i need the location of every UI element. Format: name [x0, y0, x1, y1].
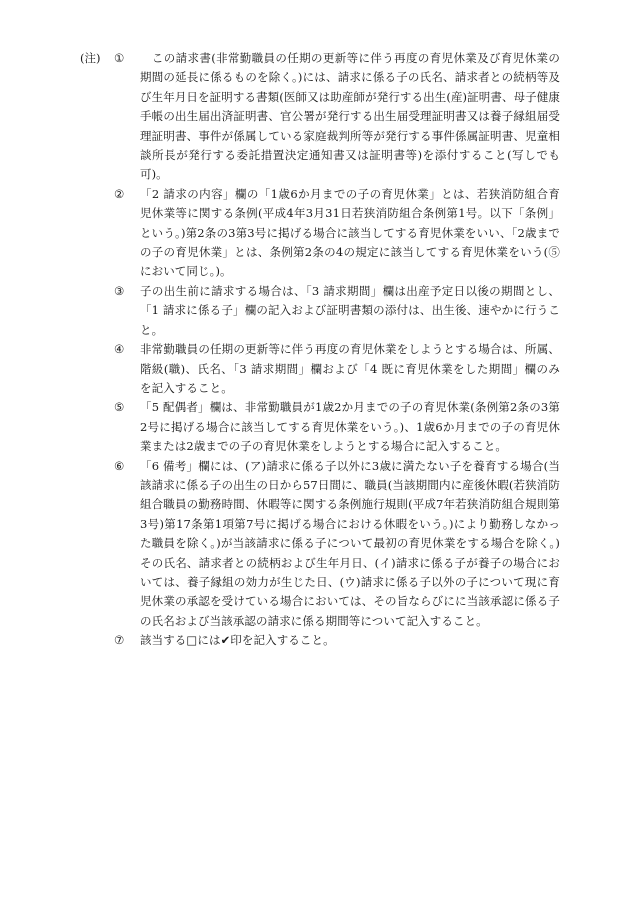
- note-item-2: [80, 185, 560, 282]
- note-text: 非常勤職員の任期の更新等に伴う再度の育児休業をしようとする場合は、所属、階級(職)、氏名、「3 請求期間」欄および「4 既に育児休業をした期間」欄のみを記入すること。: [140, 342, 560, 395]
- note-text: 「6 備考」欄には、(ア)請求に係る子以外に3歳に満たない子を養育する場合(当該請求に係る子の出生の日から57日間に、職員(当該期間内に産後休暇(若狭消防組合職員の勤務時間、休暇等に関する条例施行規則(平成7年若狭消防組合規則第3号)第17条第1項第7号に掲げる場合における休暇をいう。)により勤務しなかった職員を除く。)が当該請求に係る子について最初の育児休業をする場合を除く。)その氏名、請求者との続柄および生年月日、(イ)請求に係る子が養子の場合においては、養子縁組の効力が生じた日、(ウ)請求に係る子以外の子について現に育児休業の承認を受けている場合においては、その旨ならびにに当該承認に係る子の氏名および当該承認の請求に係る期間等について記入すること。: [140, 458, 560, 628]
- note-item-4: [80, 340, 560, 398]
- note-number: ②: [114, 186, 125, 201]
- note-number: ③: [114, 283, 125, 298]
- note-number: ⑤: [114, 400, 125, 415]
- notes-section: [80, 49, 560, 651]
- notes-list: [80, 49, 560, 651]
- note-text: 「2 請求の内容」欄の「1歳6か月までの子の育児休業」とは、若狭消防組合育児休業等に関する条例(平成4年3月31日若狭消防組合条例第1号。以下「条例」という。)第2条の3第3号に掲げる場合に該当してする育児休業をいい、「2歳までの子の育児休業」とは、条例第2条の4の規定に該当してする育児休業をいう(⑤において同じ。)。: [140, 186, 560, 279]
- note-item-1: [80, 49, 560, 185]
- note-item-5: [80, 398, 560, 456]
- note-text: この請求書(非常勤職員の任期の更新等に伴う再度の育児休業及び育児休業の期間の延長に係るものを除く。)には、請求に係る子の氏名、請求者との続柄等及び生年月日を証明する書類(医師又は助産師が発行する出生(産)証明書、母子健康手帳の出生届出済証明書、官公署が発行する出生届受理証明書又は養子縁組届受理証明書、事件が係属している家庭裁判所等が発行する事件係属証明書、児童相談所長が発行する委託措置決定通知書又は証明書等)を添付すること(写しでも可)。: [140, 51, 560, 182]
- note-number: ⑦: [114, 633, 125, 648]
- note-text: 「5 配偶者」欄は、非常勤職員が1歳2か月までの子の育児休業(条例第2条の3第2号に掲げる場合に該当してする育児休業をいう。)、1歳6か月までの子の育児休業または2歳までの子の育児休業をしようとする場合に記入すること。: [140, 400, 560, 454]
- note-item-7: [80, 631, 560, 650]
- note-item-3: [80, 282, 560, 340]
- note-text: 子の出生前に請求する場合は、「3 請求期間」欄は出産予定日以後の期間とし、「1 請求に係る子」欄の記入および証明書類の添付は、出生後、速やかに行うこと。: [140, 283, 560, 337]
- note-label: (注): [80, 51, 101, 65]
- note-number: ⑥: [114, 458, 125, 473]
- note-text: 該当する□には✔印を記入すること。: [140, 633, 335, 648]
- note-number: ④: [114, 342, 125, 357]
- note-number: ①: [114, 51, 125, 65]
- note-item-6: [80, 457, 560, 632]
